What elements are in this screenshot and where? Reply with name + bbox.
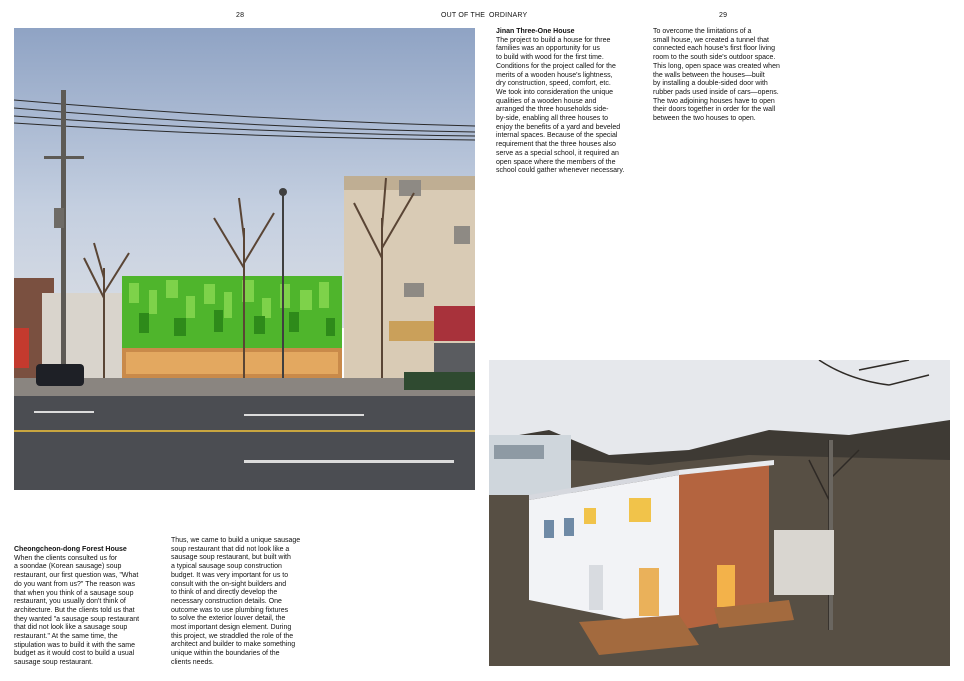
- cheongcheon-title: Cheongcheon-dong Forest House: [14, 546, 127, 553]
- cheongcheon-paragraph-1: When the clients consulted us for a soondae (Korean sausage) soup restaurant, our first question was, "What do you want from us?" The reason was that when you think of a sausage soup restaurant, you usually don't think of architecture. But the clients told us that they wanted "a sausage soup restaurant that did not look like a sausage soup restaurant." At the same time, the stipulation was to build it with the same budget as it would cost to build a usual sausage soup restaurant.: [14, 554, 140, 667]
- cheongcheon-paragraph-2: Thus, we came to build a unique sausage soup restaurant that did not look like a sausage soup restaurant, but built with a typical sausage soup construction budget. It was very important for us to consult with the on-sight builders and to think of and directly develop the necessary construction details. One outcome was to use plumbing fixtures to solve the exterior louver detail, the most important design element. During this project, we straddled the role of the architect and builder to make something unique within the boundaries of the clients needs.: [171, 537, 301, 666]
- running-header-right: ORDINARY: [489, 12, 528, 19]
- left-page-number: 28: [236, 12, 245, 19]
- jinan-paragraph-1: The project to build a house for three families was an opportunity for us to build with wood for the first time. Conditions for the project called for the merits of a wooden house's lightness, dry construction, speed, comfort, etc. We took into consideration the unique qualities of a wooden house and arranged the three households side- by-side, enabling all three houses to enjoy the benefits of a yard and beveled internal spaces. Because of the special requirement that the three houses also serve as a special school, it required an open space where the members of the school could gather whenever necessary.: [496, 36, 625, 175]
- right-page-number: 29: [719, 12, 728, 19]
- running-header-left: OUT OF THE: [441, 12, 486, 19]
- green-facade-restaurant-photo: [14, 28, 475, 490]
- jinan-title: Jinan Three-One House: [496, 28, 575, 35]
- jinan-paragraph-2: To overcome the limitations of a small house, we created a tunnel that connected each house's first floor living room to the south side's outdoor space. This long, open space was created when the walls between the houses—built by installing a double-sided door with rubber pads used inside of cars—opens. The two adjoining houses have to open their doors together in order for the wall between the two houses to open.: [653, 28, 780, 123]
- hillside-houses-photo: [489, 360, 950, 666]
